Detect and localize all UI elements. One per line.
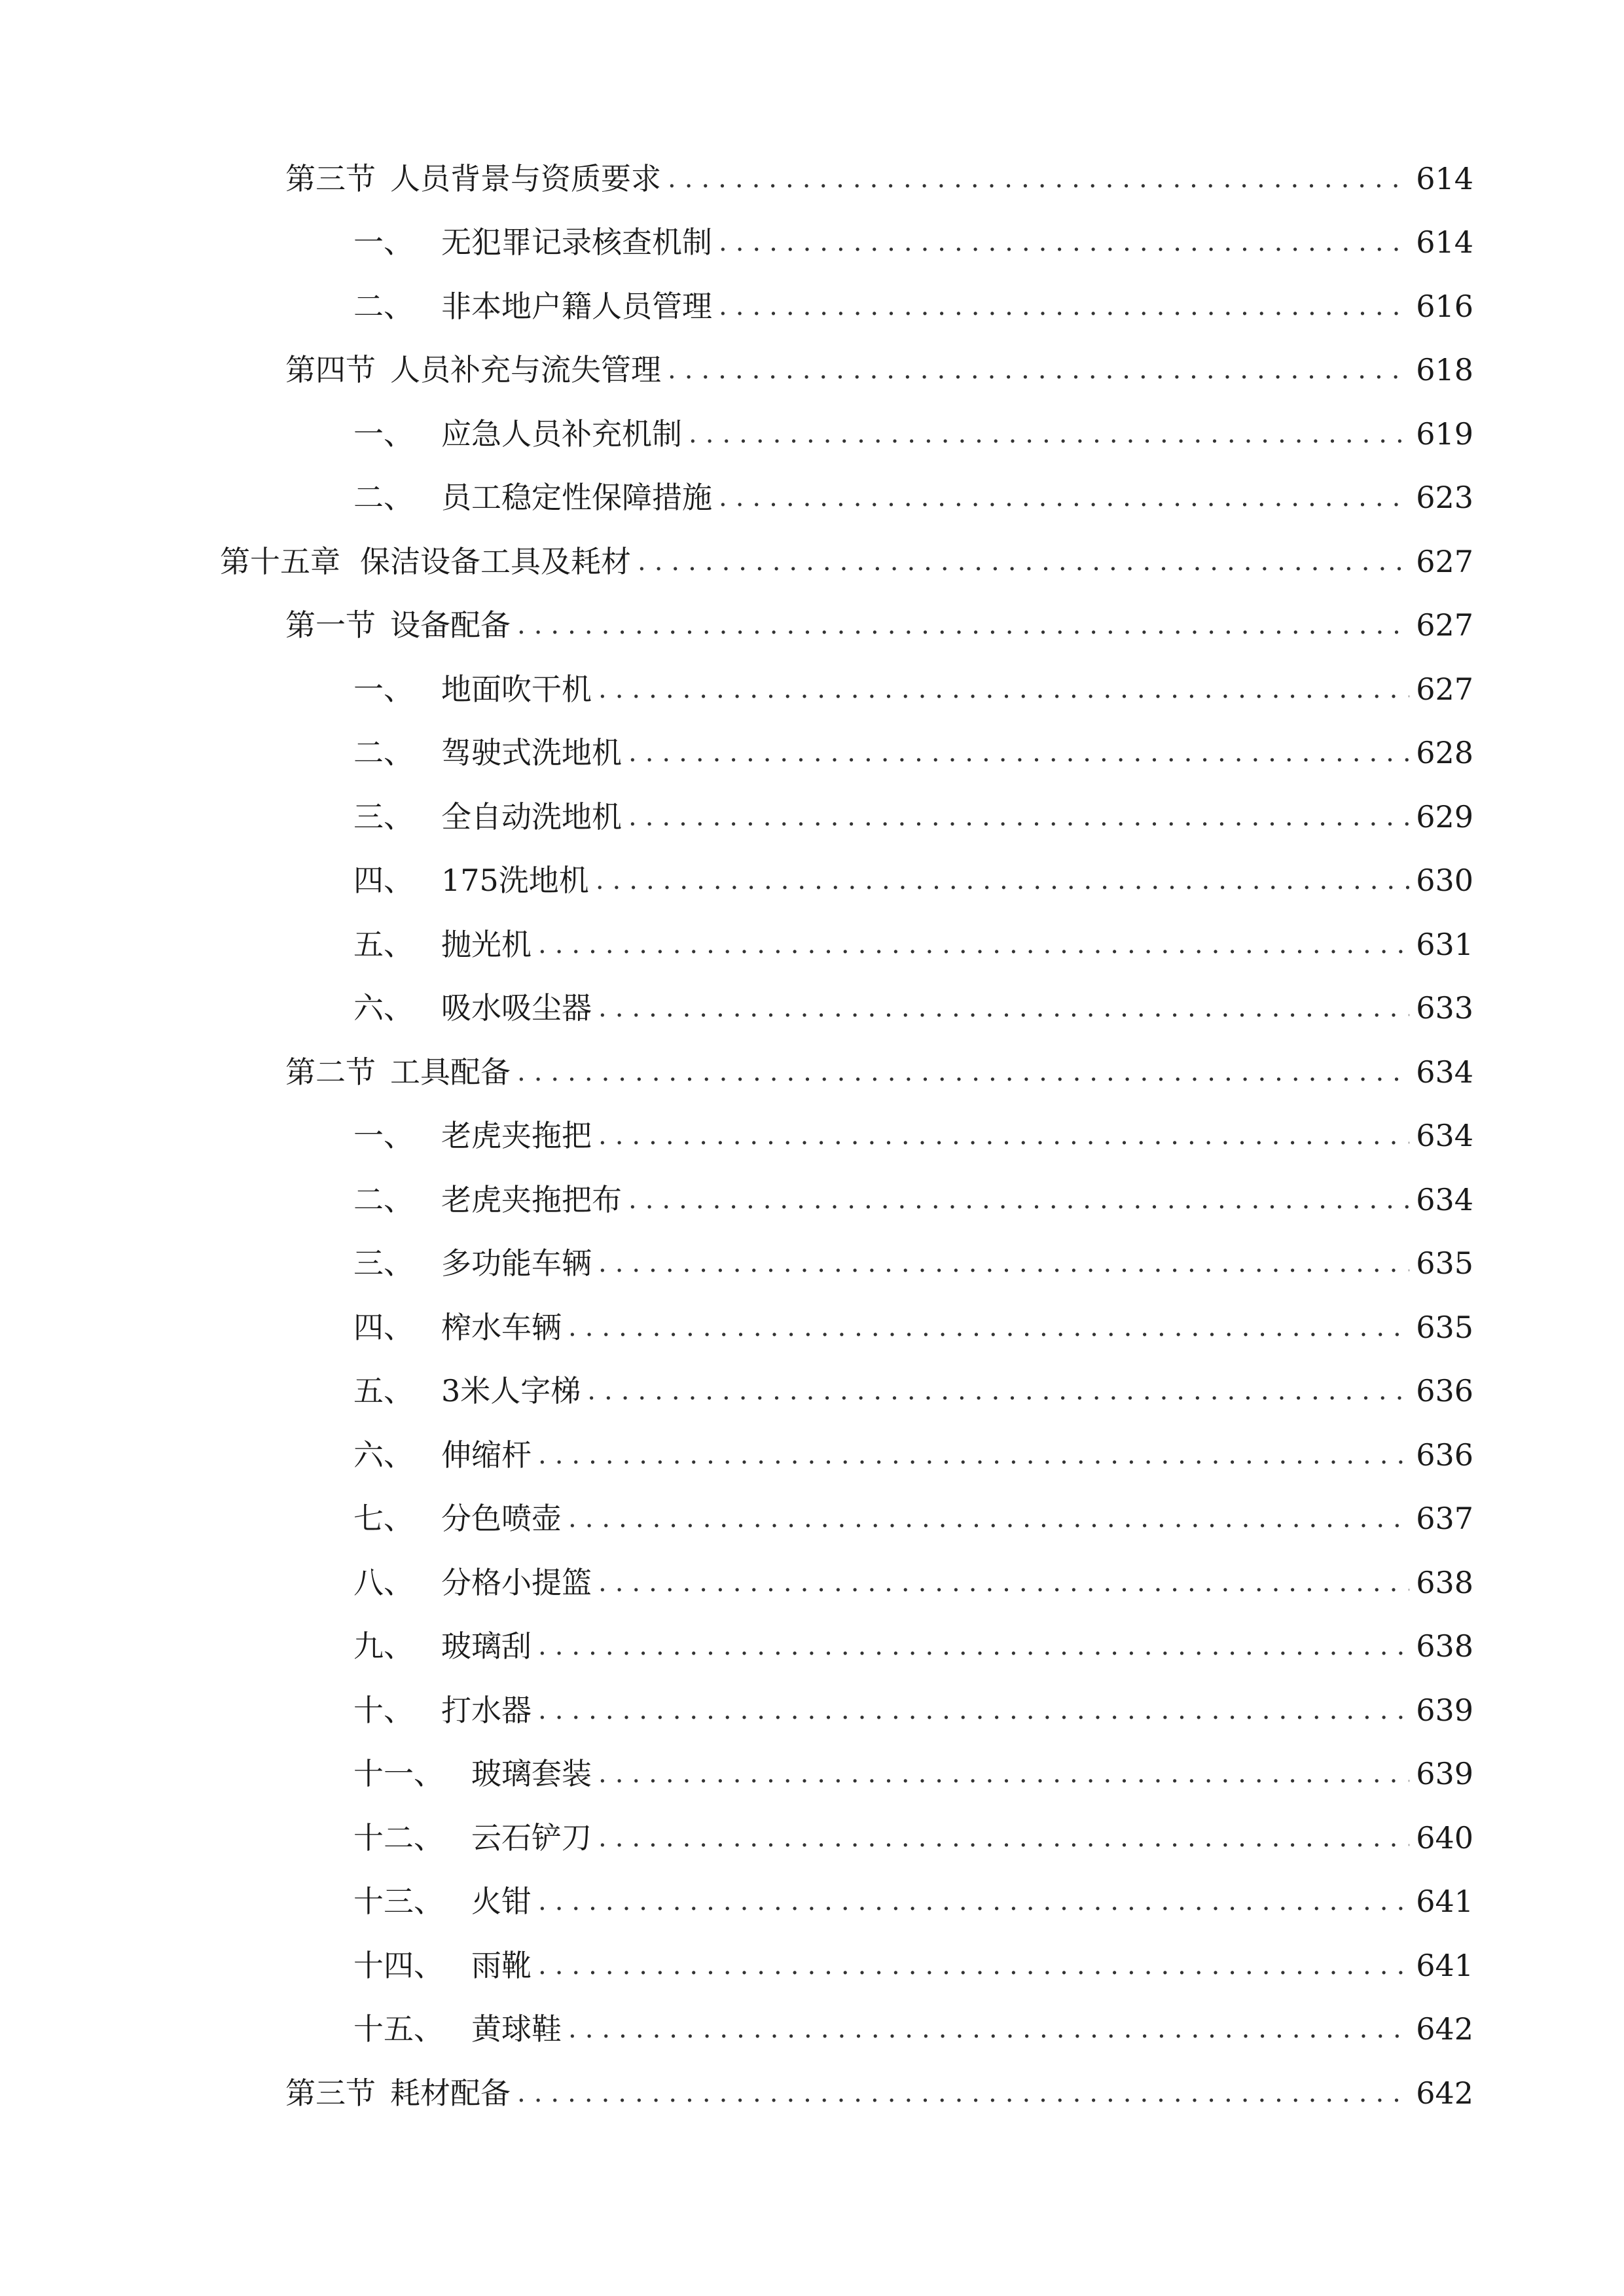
toc-entry-body [353,1947,1473,1983]
toc-entry[interactable] [0,2061,1624,2125]
toc-entry-page-number: 635 [1416,1309,1473,1345]
toc-entry-body [353,1501,1473,1537]
toc-entry-body [353,863,1473,899]
toc-entry-title: 人员补充与流失管理 [390,352,661,388]
toc-entry[interactable] [0,785,1624,849]
toc-entry-number: 十一、 [353,1756,444,1792]
toc-entry-number: 第十五章 [220,543,340,579]
toc-entry-body [285,352,1473,388]
toc-entry-body [353,1884,1473,1920]
toc-entry-page-number: 619 [1416,416,1473,452]
toc-entry[interactable] [0,1933,1624,1998]
dot-leader [668,166,1409,192]
toc-entry-body [285,2075,1473,2111]
dot-leader [598,1761,1409,1787]
dot-leader [538,1697,1409,1723]
dot-leader [598,1250,1409,1276]
table-of-contents [0,147,1624,2125]
toc-entry-body [353,798,1473,834]
toc-entry-page-number: 638 [1416,1628,1473,1664]
toc-entry-title: 伸缩杆 [441,1437,532,1473]
toc-entry-page-number: 627 [1416,671,1473,707]
toc-entry-number: 第三节 [285,2075,376,2111]
toc-entry-body [353,926,1473,962]
toc-entry-title: 分格小提篮 [441,1564,592,1600]
toc-entry-page-number: 642 [1416,2011,1473,2047]
toc-entry[interactable] [0,594,1624,658]
toc-entry-page-number: 637 [1416,1501,1473,1537]
dot-leader [628,740,1409,766]
toc-entry-number: 第三节 [285,160,376,196]
dot-leader [538,1888,1409,1914]
toc-entry-number: 九、 [353,1628,414,1664]
toc-entry-title: 榨水车辆 [441,1309,562,1345]
toc-entry[interactable] [0,274,1624,338]
dot-leader [517,1059,1409,1085]
toc-entry[interactable] [0,1998,1624,2062]
toc-entry-body [353,671,1473,707]
toc-entry-page-number: 639 [1416,1692,1473,1728]
toc-entry-title: 员工稳定性保障措施 [441,480,712,516]
toc-entry[interactable] [0,529,1624,594]
toc-entry-body [353,1628,1473,1664]
toc-entry-page-number: 640 [1416,1820,1473,1856]
toc-entry[interactable] [0,1295,1624,1359]
toc-entry-body [353,1820,1473,1856]
dot-leader [668,357,1409,383]
toc-entry-page-number: 641 [1416,1884,1473,1920]
dot-leader [598,1122,1409,1149]
toc-entry-title: 3米人字梯 [441,1373,581,1409]
toc-entry-title: 雨靴 [471,1947,532,1983]
toc-entry-page-number: 630 [1416,863,1473,899]
dot-leader [598,1825,1409,1851]
dot-leader [568,1505,1409,1532]
dot-leader [596,867,1409,893]
toc-entry-page-number: 635 [1416,1246,1473,1282]
toc-entry-title: 非本地户籍人员管理 [441,288,712,324]
toc-entry-body [353,1118,1473,1154]
toc-entry-title: 应急人员补充机制 [441,416,682,452]
toc-entry-title: 驾驶式洗地机 [441,735,622,771]
toc-entry-body [353,1437,1473,1473]
toc-entry-title: 老虎夹拖把 [441,1118,592,1154]
toc-entry[interactable] [0,912,1624,977]
toc-entry-title: 吸水吸尘器 [441,990,592,1026]
toc-entry-number: 五、 [353,1373,414,1409]
dot-leader [719,293,1409,319]
toc-entry-body [353,1692,1473,1728]
toc-entry-number: 七、 [353,1501,414,1537]
toc-entry-page-number: 618 [1416,352,1473,388]
toc-entry-page-number: 623 [1416,480,1473,516]
toc-entry-title: 分色喷壶 [441,1501,562,1537]
toc-entry-title: 云石铲刀 [471,1820,592,1856]
toc-entry-page-number: 634 [1416,1118,1473,1154]
toc-entry[interactable] [0,1806,1624,1870]
toc-entry[interactable] [0,1359,1624,1424]
toc-entry-number: 三、 [353,798,414,834]
toc-entry-title: 无犯罪记录核查机制 [441,224,712,260]
toc-entry-title: 火钳 [471,1884,532,1920]
toc-entry[interactable] [0,1423,1624,1487]
toc-entry[interactable] [0,721,1624,785]
toc-entry-number: 六、 [353,1437,414,1473]
toc-entry-body [285,607,1473,643]
toc-entry-page-number: 634 [1416,1181,1473,1217]
toc-entry-page-number: 629 [1416,798,1473,834]
toc-entry-number: 十四、 [353,1947,444,1983]
toc-entry[interactable] [0,1742,1624,1806]
toc-entry[interactable] [0,657,1624,721]
dot-leader [568,1314,1409,1340]
toc-entry-body [220,543,1473,579]
toc-entry-body [353,1756,1473,1792]
toc-entry-title: 玻璃刮 [441,1628,532,1664]
toc-entry-title: 老虎夹拖把布 [441,1181,622,1217]
toc-entry-page-number: 642 [1416,2075,1473,2111]
dot-leader [598,995,1409,1021]
dot-leader [719,484,1409,511]
toc-entry-number: 二、 [353,480,414,516]
toc-entry-body [353,288,1473,324]
toc-entry-number: 第二节 [285,1054,376,1090]
toc-entry-title: 175洗地机 [441,863,589,899]
toc-entry-body [353,1373,1473,1409]
toc-entry-body [353,416,1473,452]
toc-entry-body [353,480,1473,516]
toc-entry-body [353,1309,1473,1345]
dot-leader [638,548,1409,575]
toc-entry-title: 黄球鞋 [471,2011,562,2047]
toc-entry-page-number: 628 [1416,735,1473,771]
toc-entry-number: 二、 [353,735,414,771]
dot-leader [719,229,1409,255]
dot-leader [517,2080,1409,2106]
toc-entry-number: 四、 [353,1309,414,1345]
toc-entry[interactable] [0,1168,1624,1232]
toc-entry-page-number: 641 [1416,1947,1473,1983]
dot-leader [538,1442,1409,1468]
toc-entry[interactable] [0,1487,1624,1551]
toc-entry-number: 一、 [353,671,414,707]
toc-entry-title: 玻璃套装 [471,1756,592,1792]
toc-entry-number: 五、 [353,926,414,962]
toc-entry[interactable] [0,977,1624,1041]
toc-entry-body [353,1246,1473,1282]
toc-entry-number: 二、 [353,288,414,324]
toc-entry-page-number: 636 [1416,1373,1473,1409]
toc-entry[interactable] [0,1678,1624,1742]
dot-leader [628,804,1409,830]
toc-entry-number: 八、 [353,1564,414,1600]
toc-entry-title: 打水器 [441,1692,532,1728]
toc-entry-number: 一、 [353,1118,414,1154]
toc-entry-number: 十五、 [353,2011,444,2047]
toc-entry-page-number: 633 [1416,990,1473,1026]
toc-entry[interactable] [0,1104,1624,1168]
toc-entry-number: 十二、 [353,1820,444,1856]
toc-entry[interactable] [0,1870,1624,1934]
toc-entry-body [353,224,1473,260]
toc-entry-number: 十、 [353,1692,414,1728]
toc-entry-title: 设备配备 [390,607,511,643]
dot-leader [538,1633,1409,1659]
toc-entry-page-number: 614 [1416,160,1473,196]
toc-entry-body [285,160,1473,196]
toc-entry-title: 全自动洗地机 [441,798,622,834]
toc-entry-page-number: 631 [1416,926,1473,962]
toc-entry[interactable] [0,1040,1624,1104]
toc-entry-number: 第四节 [285,352,376,388]
dot-leader [517,612,1409,638]
toc-entry-body [353,2011,1473,2047]
toc-entry-number: 第一节 [285,607,376,643]
toc-entry-page-number: 634 [1416,1054,1473,1090]
toc-entry[interactable] [0,849,1624,913]
toc-entry-page-number: 636 [1416,1437,1473,1473]
toc-entry-body [353,990,1473,1026]
toc-entry-title: 工具配备 [390,1054,511,1090]
dot-leader [568,2016,1409,2042]
toc-entry-page-number: 638 [1416,1564,1473,1600]
toc-entry[interactable] [0,1551,1624,1615]
toc-entry-page-number: 627 [1416,543,1473,579]
toc-entry[interactable] [0,402,1624,466]
toc-entry[interactable] [0,211,1624,275]
dot-leader [587,1378,1409,1404]
toc-entry-number: 四、 [353,863,414,899]
toc-entry-number: 三、 [353,1246,414,1282]
toc-entry[interactable] [0,1232,1624,1296]
dot-leader [538,1952,1409,1979]
toc-entry-title: 人员背景与资质要求 [390,160,661,196]
toc-entry-page-number: 614 [1416,224,1473,260]
toc-entry-body [353,735,1473,771]
toc-entry-title: 多功能车辆 [441,1246,592,1282]
toc-entry[interactable] [0,466,1624,530]
toc-entry-page-number: 616 [1416,288,1473,324]
dot-leader [689,421,1409,447]
dot-leader [628,1187,1409,1213]
toc-entry-body [285,1054,1473,1090]
toc-entry-number: 二、 [353,1181,414,1217]
toc-entry-title: 耗材配备 [390,2075,511,2111]
dot-leader [598,1570,1409,1596]
toc-entry[interactable] [0,338,1624,403]
toc-entry-number: 一、 [353,416,414,452]
dot-leader [598,676,1409,702]
toc-entry-title: 保洁设备工具及耗材 [360,543,631,579]
toc-entry-title: 地面吹干机 [441,671,592,707]
toc-entry[interactable] [0,147,1624,211]
toc-entry-title: 抛光机 [441,926,532,962]
toc-entry-number: 十三、 [353,1884,444,1920]
toc-entry-page-number: 639 [1416,1756,1473,1792]
toc-entry-number: 一、 [353,224,414,260]
toc-entry-page-number: 627 [1416,607,1473,643]
toc-entry-number: 六、 [353,990,414,1026]
toc-entry-body [353,1564,1473,1600]
toc-entry-body [353,1181,1473,1217]
dot-leader [538,931,1409,958]
toc-entry[interactable] [0,1615,1624,1679]
